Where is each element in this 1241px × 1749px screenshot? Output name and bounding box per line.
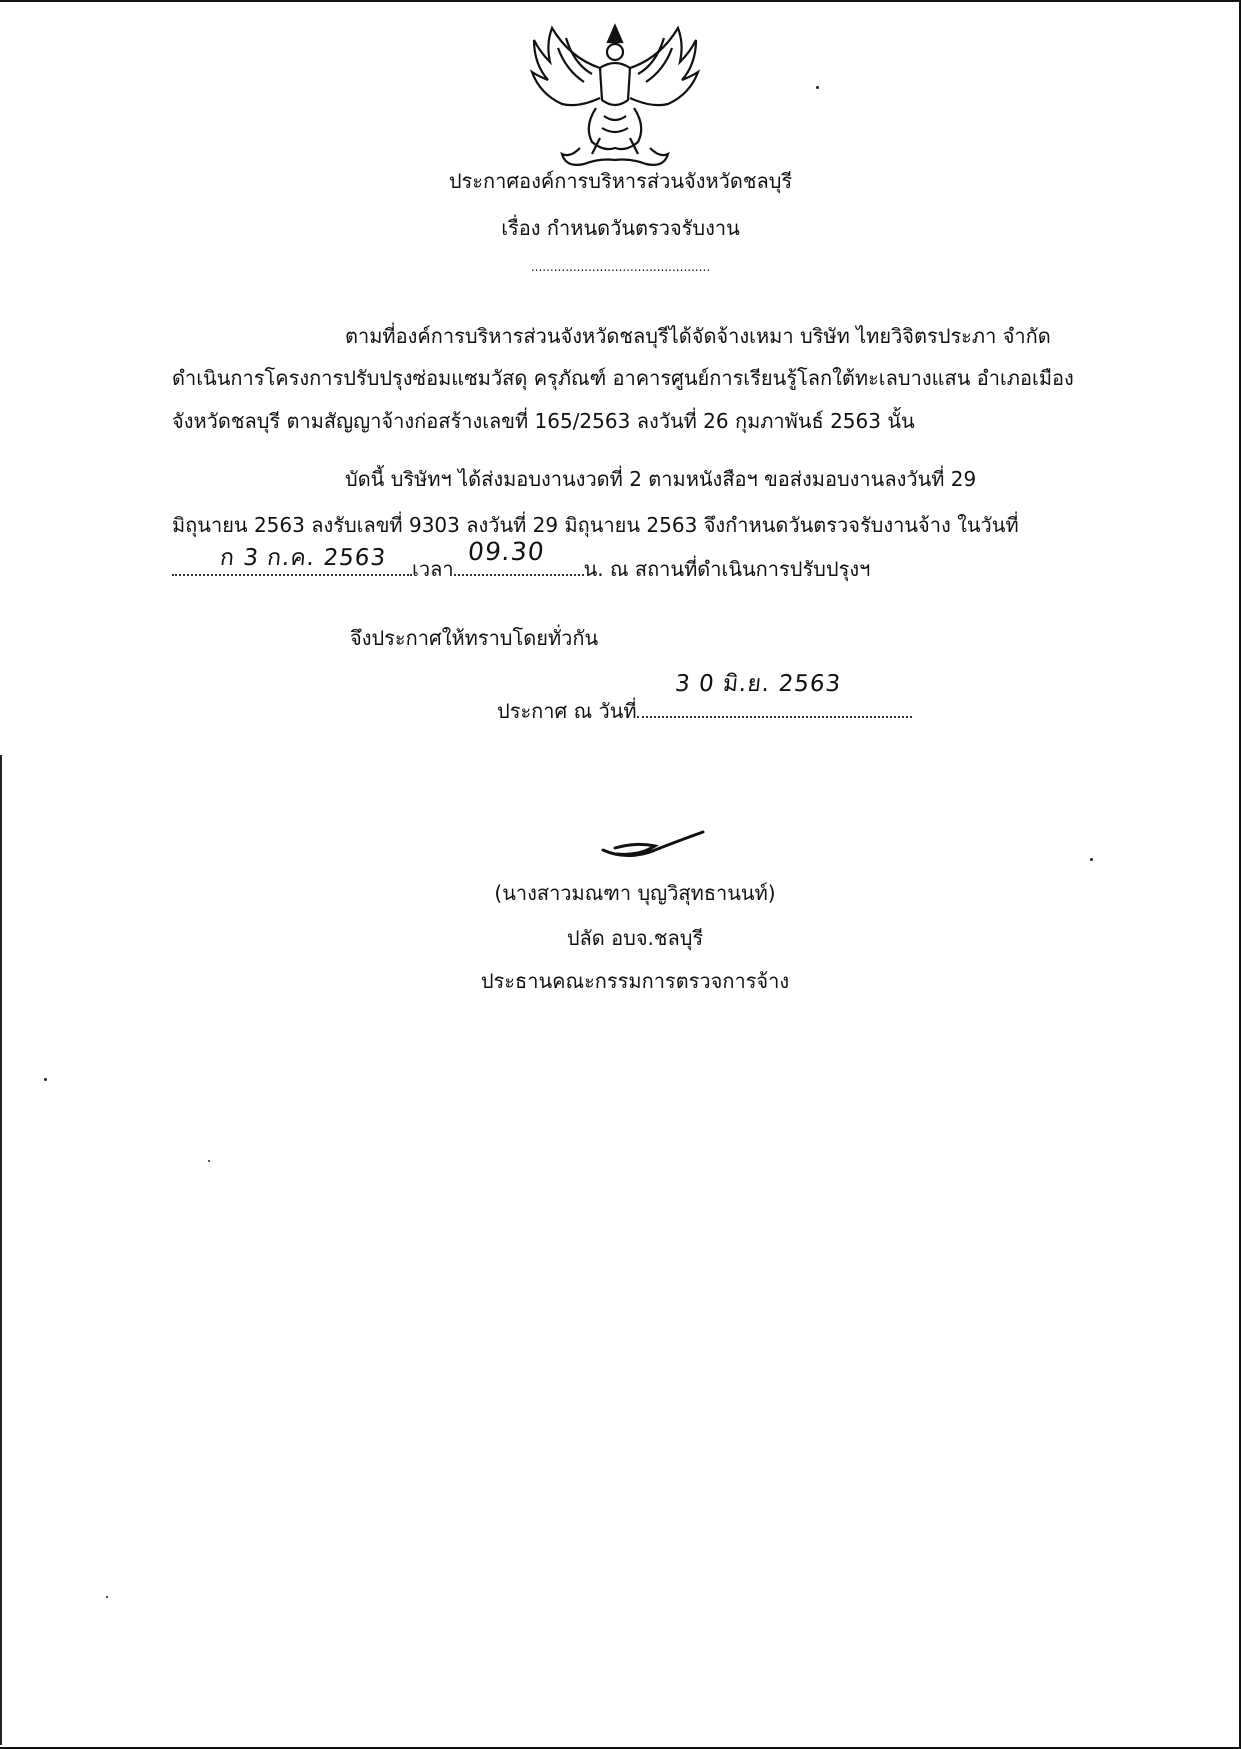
scan-speck (106, 1596, 108, 1598)
time-label: เวลา (412, 557, 454, 581)
inspection-date-field (172, 545, 412, 576)
inspection-date-handwritten: ก 3 ก.ค. 2563 (218, 545, 388, 571)
announce-date-line (497, 671, 912, 724)
subject-line: เรื่อง กำหนดวันตรวจรับงาน (501, 216, 740, 240)
para1-line3: จังหวัดชลบุรี ตามสัญญาจ้างก่อสร้างเลขที่ 165/2563 ลงวันที่ 26 กุมภาพันธ์ 2563 นั้น (172, 409, 915, 433)
para2-line1: บัดนี้ บริษัทฯ ได้ส่งมอบงานงวดที่ 2 ตามหนังสือฯ ขอส่งมอบงานลงวันที่ 29 (345, 467, 977, 491)
announce-date-handwritten: 3 0 มิ.ย. 2563 (673, 671, 843, 697)
location-text: น. ณ สถานที่ดำเนินการปรับปรุงฯ (583, 557, 871, 581)
scan-speck (816, 86, 819, 89)
inspection-time-field (454, 537, 584, 576)
scan-edge (0, 755, 2, 1745)
inspection-line (172, 537, 871, 582)
signer-committee-role: ประธานคณะกรรมการตรวจการจ้าง (480, 969, 790, 993)
signer-name: (นางสาวมณฑา บุญวิสุทธานนท์) (494, 881, 776, 905)
announce-label: ประกาศ ณ วันที่ (497, 699, 637, 723)
inspection-time-handwritten: 09.30 (466, 537, 546, 566)
scan-speck (208, 1160, 210, 1162)
signature-scribble (595, 820, 715, 870)
closing-text: จึงประกาศให้ทราบโดยทั่วกัน (350, 626, 599, 650)
scan-speck (44, 1078, 47, 1081)
separator: ............................................... (530, 260, 711, 274)
scan-speck (1090, 858, 1093, 861)
announce-date-field (637, 671, 912, 718)
signer-position: ปลัด อบจ.ชลบุรี (566, 926, 704, 950)
announcement-title: ประกาศองค์การบริหารส่วนจังหวัดชลบุรี (448, 169, 793, 193)
para1-line1: ตามที่องค์การบริหารส่วนจังหวัดชลบุรีได้จัดจ้างเหมา บริษัท ไทยวิจิตรประภา จำกัด (345, 324, 1051, 348)
para1-line2: ดำเนินการโครงการปรับปรุงซ่อมแซมวัสดุ ครุภัณฑ์ อาคารศูนย์การเรียนรู้โลกใต้ทะเลบางแสน อำเภอเมือง (172, 366, 1074, 390)
para2-line2: มิถุนายน 2563 ลงรับเลขที่ 9303 ลงวันที่ 29 มิถุนายน 2563 จึงกำหนดวันตรวจรับงานจ้าง ในวันที่ (172, 513, 1019, 537)
garuda-emblem-icon (500, 8, 730, 178)
